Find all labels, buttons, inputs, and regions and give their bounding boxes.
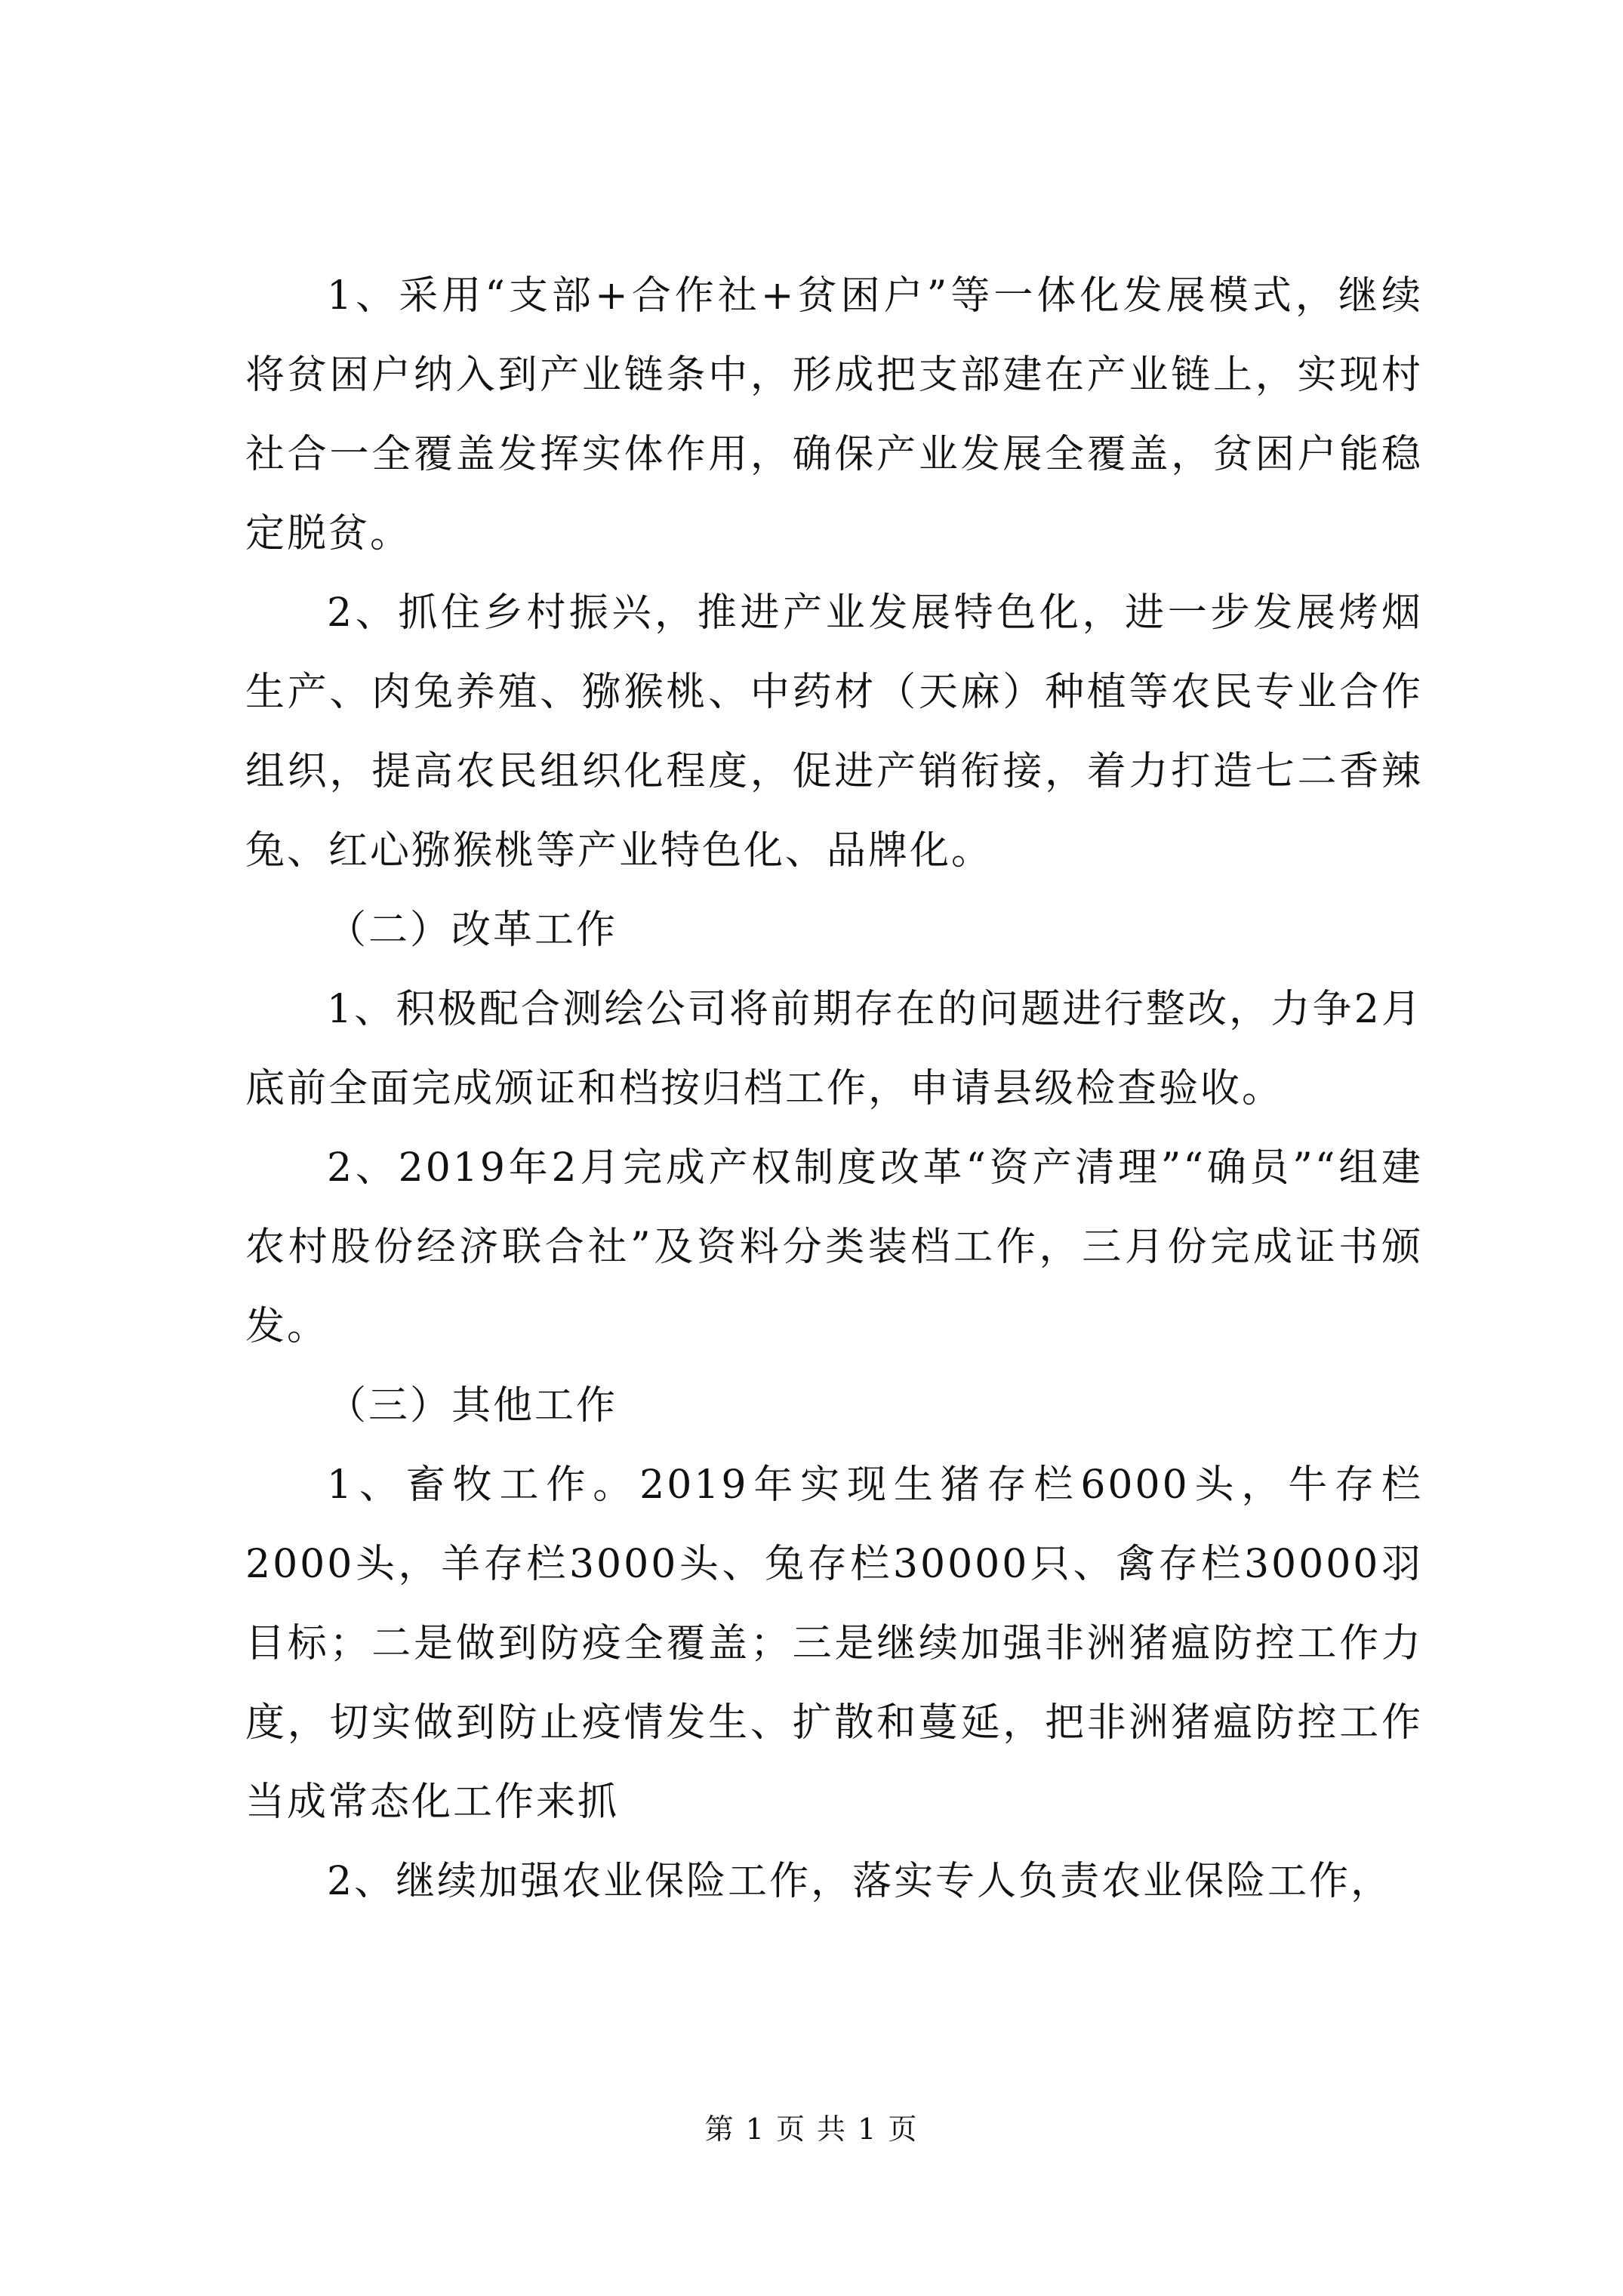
section-heading-other: （三）其他工作 bbox=[327, 1383, 618, 1428]
page-footer: 第 1 页 共 1 页 bbox=[704, 2113, 919, 2146]
paragraph-5: 1、畜牧工作。2019年实现生猪存栏6000头，牛存栏2000头，羊存栏3000头、兔存栏30000只、禽存栏30000羽目标；二是做到防疫全覆盖；三是继续加强非洲猪瘟防控工作力度，切实做到防止疫情发生、扩散和蔓延，把非洲猪瘟防控工作当成常态化工作来抓 bbox=[245, 1462, 1423, 1825]
paragraph-6: 2、继续加强农业保险工作，落实专人负责农业保险工作， bbox=[327, 1859, 1393, 1904]
paragraph-3: 1、积极配合测绘公司将前期存在的问题进行整改，力争2月底前全面完成颁证和档按归档工作，申请县级检查验收。 bbox=[245, 987, 1423, 1111]
paragraph-2: 2、抓住乡村振兴，推进产业发展特色化，进一步发展烤烟生产、肉兔养殖、猕猴桃、中药材（天麻）种植等农民专业合作组织，提高农民组织化程度，促进产销衔接，着力打造七二香辣兔、红心猕猴桃等产业特色化、品牌化。 bbox=[245, 590, 1423, 874]
paragraph-4: 2、2019年2月完成产权制度改革“资产清理”“确员”“组建农村股份经济联合社”及资料分类装档工作，三月份完成证书颁发。 bbox=[245, 1145, 1423, 1349]
document-body bbox=[245, 257, 1423, 1922]
paragraph-1: 1、采用“支部+合作社+贫困户”等一体化发展模式，继续将贫困户纳入到产业链条中，形成把支部建在产业链上，实现村社合一全覆盖发挥实体作用，确保产业发展全覆盖，贫困户能稳定脱贫。 bbox=[245, 273, 1423, 556]
section-heading-reform: （二）改革工作 bbox=[327, 908, 618, 953]
